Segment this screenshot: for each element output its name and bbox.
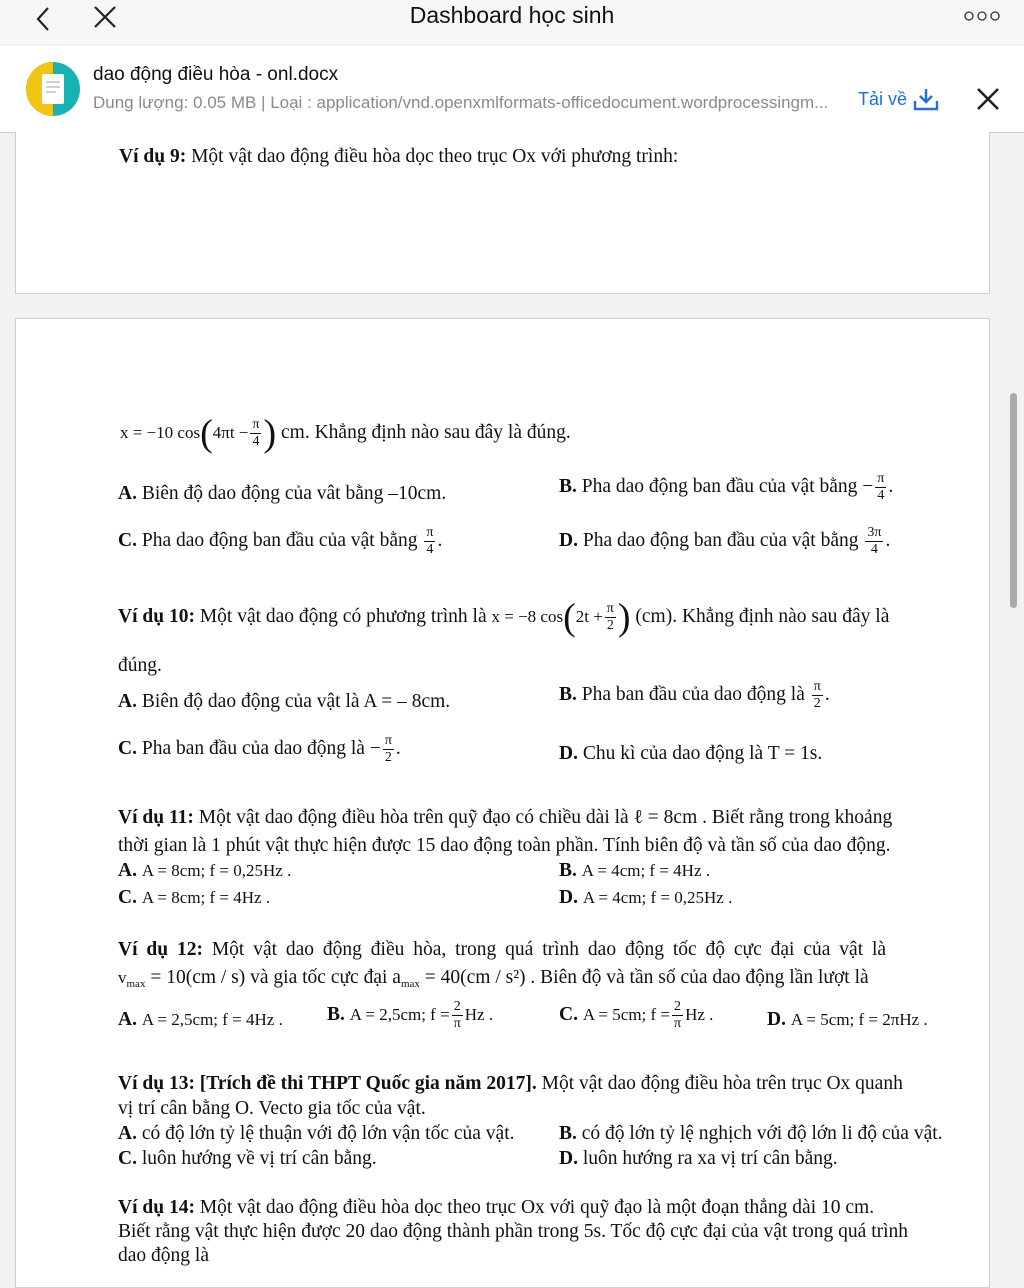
download-icon xyxy=(913,87,939,111)
example-10-option-b: B. Pha ban đầu của dao động là $\frac{\pi}{2}$ . xyxy=(559,679,830,711)
example-13-option-c: C. luôn hướng về vị trí cân bằng. xyxy=(118,1148,377,1169)
example-12-heading: Ví dụ 12: Một vật dao động điều hòa, trong quá trình dao động tốc độ cực đại của vật là xyxy=(118,939,887,960)
example-13-heading: Ví dụ 13: [Trích đề thi THPT Quốc gia năm 2017]. Một vật dao động điều hòa trên trục Ox quanh xyxy=(118,1073,903,1094)
example-12-option-b: B. A = 2,5cm; f = $\frac{2}{\pi}$ Hz . xyxy=(327,999,494,1031)
download-label: Tải về xyxy=(858,88,908,109)
example-10-option-a: A. Biên độ dao động của vật là A = – 8cm. xyxy=(118,691,451,712)
example-12-option-c: C. A = 5cm; f = $\frac{2}{\pi}$ Hz . xyxy=(559,999,714,1031)
top-nav-bar xyxy=(0,0,1024,44)
example-11-line2: thời gian là 1 phút vật thực hiện được 15 dao động toàn phần. Tính biên độ và tần số của dao động. xyxy=(118,835,891,856)
document-page-2 xyxy=(15,318,990,1288)
example-9-option-b: B. Pha dao động ban đầu của vật bằng − $\frac{\pi}{4}$ . xyxy=(559,471,894,503)
example-12-option-d: D. A = 5cm; f = 2πHz . xyxy=(767,1009,928,1030)
example-13-option-a: A. có độ lớn tỷ lệ thuận với độ lớn vận tốc của vật. xyxy=(118,1123,515,1144)
download-button[interactable] xyxy=(858,87,939,111)
example-14-heading: Ví dụ 14: Một vật dao động điều hòa dọc theo trục Ox với quỹ đạo là một đoạn thẳng dài 10 cm. xyxy=(118,1197,875,1218)
example-11-option-b: B. A = 4cm; f = 4Hz . xyxy=(559,860,711,881)
example-11-option-a: A. A = 8cm; f = 0,25Hz . xyxy=(118,860,292,881)
example-13-option-d: D. luôn hướng ra xa vị trí cân bằng. xyxy=(559,1148,838,1169)
example-13-option-b: B. có độ lớn tỷ lệ nghịch với độ lớn li độ của vật. xyxy=(559,1123,943,1144)
document-page-1 xyxy=(15,132,990,294)
example-10-heading: Ví dụ 10: Một vật dao động có phương trình là x = −8 cos(2t + $\frac{\pi}{2}$ ) (cm). Khẳng định nào sau đây là xyxy=(118,596,890,639)
example-12-option-a: A. A = 2,5cm; f = 4Hz . xyxy=(118,1009,283,1030)
example-12-line2: $v_{max} = 10(cm / s)$ và gia tốc cực đại $a_{max} = 40(cm / s^2)$ . Biên độ và tần số của dao động lần lượt là xyxy=(118,967,869,990)
file-header xyxy=(0,46,1024,133)
nav-title: Dashboard học sinh xyxy=(409,2,615,28)
example-13-line2: vị trí cân bằng O. Vecto gia tốc của vật. xyxy=(118,1098,426,1119)
example-9-option-c: C. Pha dao động ban đầu của vật bằng $\frac{\pi}{4}$ . xyxy=(118,525,443,557)
document-file-icon xyxy=(26,62,80,116)
example-10-option-c: C. Pha ban đầu của dao động là − $\frac{\pi}{2}$ . xyxy=(118,733,401,765)
example-9-text: Một vật dao động điều hòa dọc theo trục Ox với phương trình: xyxy=(191,146,679,167)
example-11-option-d: D. A = 4cm; f = 0,25Hz . xyxy=(559,887,733,908)
scrollbar[interactable] xyxy=(1010,393,1017,608)
example-11-heading: Ví dụ 11: Một vật dao động điều hòa trên quỹ đạo có chiều dài là ℓ = 8cm . Biết rằng trong khoảng xyxy=(118,807,893,828)
example-9-option-d: D. Pha dao động ban đầu của vật bằng $\frac{3\pi}{4}$ . xyxy=(559,525,891,557)
example-11-option-c: C. A = 8cm; f = 4Hz . xyxy=(118,887,271,908)
file-meta: Dung lượng: 0.05 MB | Loại : application/vnd.openxmlformats-officedocument.wordprocessingm... xyxy=(93,93,829,112)
example-9-label: Ví dụ 9: xyxy=(119,146,187,167)
example-10-line2: đúng. xyxy=(118,655,162,676)
example-9-option-a: A. Biên độ dao động của vât bằng –10cm. xyxy=(118,483,447,504)
more-options-icon[interactable] xyxy=(962,6,1002,26)
file-name: dao động điều hòa - onl.docx xyxy=(93,64,339,85)
example-9-heading xyxy=(119,146,678,168)
example-10-option-d: D. Chu kì của dao động là T = 1s. xyxy=(559,743,823,764)
example-14-line3: dao động là xyxy=(118,1245,209,1266)
close-preview-icon[interactable] xyxy=(975,86,1001,112)
example-14-line2: Biết rằng vật thực hiện được 20 dao động thành phần trong 5s. Tốc độ cực đại của vật trong quá trình xyxy=(118,1221,909,1242)
example-9-equation: x = −10 cos(4πt − $\frac{\pi}{4}$ ) cm. Khẳng định nào sau đây là đúng. xyxy=(120,412,571,455)
